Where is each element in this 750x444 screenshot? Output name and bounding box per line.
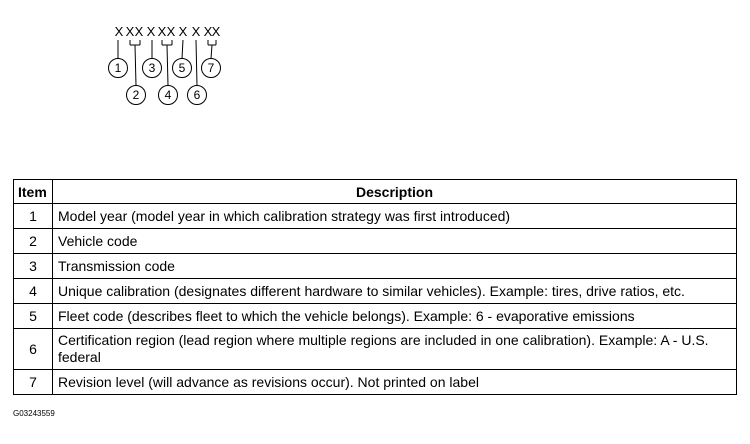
code-character: X <box>134 24 144 39</box>
figure-code: G03243559 <box>13 409 55 418</box>
code-character: X <box>191 24 201 39</box>
callout-number: 3 <box>148 61 156 75</box>
table-row <box>14 229 737 254</box>
calibration-code-diagram <box>0 0 750 120</box>
code-character: X <box>157 24 167 39</box>
row-item-number: 6 <box>14 329 53 370</box>
code-character: X <box>178 24 188 39</box>
row-item-number: 4 <box>14 279 53 304</box>
row-item-number: 1 <box>14 204 53 229</box>
leader-line <box>167 45 168 86</box>
callout-number: 2 <box>132 88 140 102</box>
code-character: X <box>203 24 213 39</box>
table-row <box>14 254 737 279</box>
row-description: Fleet code (describes fleet to which the vehicle belongs). Example: 6 - evaporative emissions <box>53 304 737 329</box>
row-item-number: 2 <box>14 229 53 254</box>
callout-number: 1 <box>114 61 122 75</box>
header-item: Item <box>14 180 53 204</box>
leader-line <box>135 45 136 86</box>
row-item-number: 7 <box>14 370 53 395</box>
callout-number: 6 <box>193 88 201 102</box>
code-character: X <box>114 24 124 39</box>
callout-number: 5 <box>178 61 186 75</box>
table-row <box>14 204 737 229</box>
row-item-number: 3 <box>14 254 53 279</box>
row-description: Certification region (lead region where multiple regions are included in one calibration). Example: A - U.S. federal <box>53 329 737 370</box>
callout-number: 4 <box>164 88 172 102</box>
code-character: X <box>125 24 135 39</box>
table-row <box>14 370 737 395</box>
row-description: Model year (model year in which calibration strategy was first introduced) <box>53 204 737 229</box>
row-description: Unique calibration (designates different hardware to similar vehicles). Example: tires, drive ratios, etc. <box>53 279 737 304</box>
leader-line <box>196 40 197 86</box>
code-character: X <box>211 24 221 39</box>
leader-line <box>211 45 212 59</box>
row-item-number: 5 <box>14 304 53 329</box>
header-description: Description <box>53 180 737 204</box>
description-table <box>13 179 737 395</box>
table-row <box>14 279 737 304</box>
table-row <box>14 304 737 329</box>
code-character: X <box>146 24 156 39</box>
row-description: Vehicle code <box>53 229 737 254</box>
description-table-container <box>13 179 737 395</box>
row-description: Transmission code <box>53 254 737 279</box>
row-description: Revision level (will advance as revisions occur). Not printed on label <box>53 370 737 395</box>
leader-line <box>182 40 183 59</box>
callout-number: 7 <box>207 61 215 75</box>
table-row <box>14 329 737 370</box>
code-character: X <box>166 24 176 39</box>
table-header-row <box>14 180 737 204</box>
